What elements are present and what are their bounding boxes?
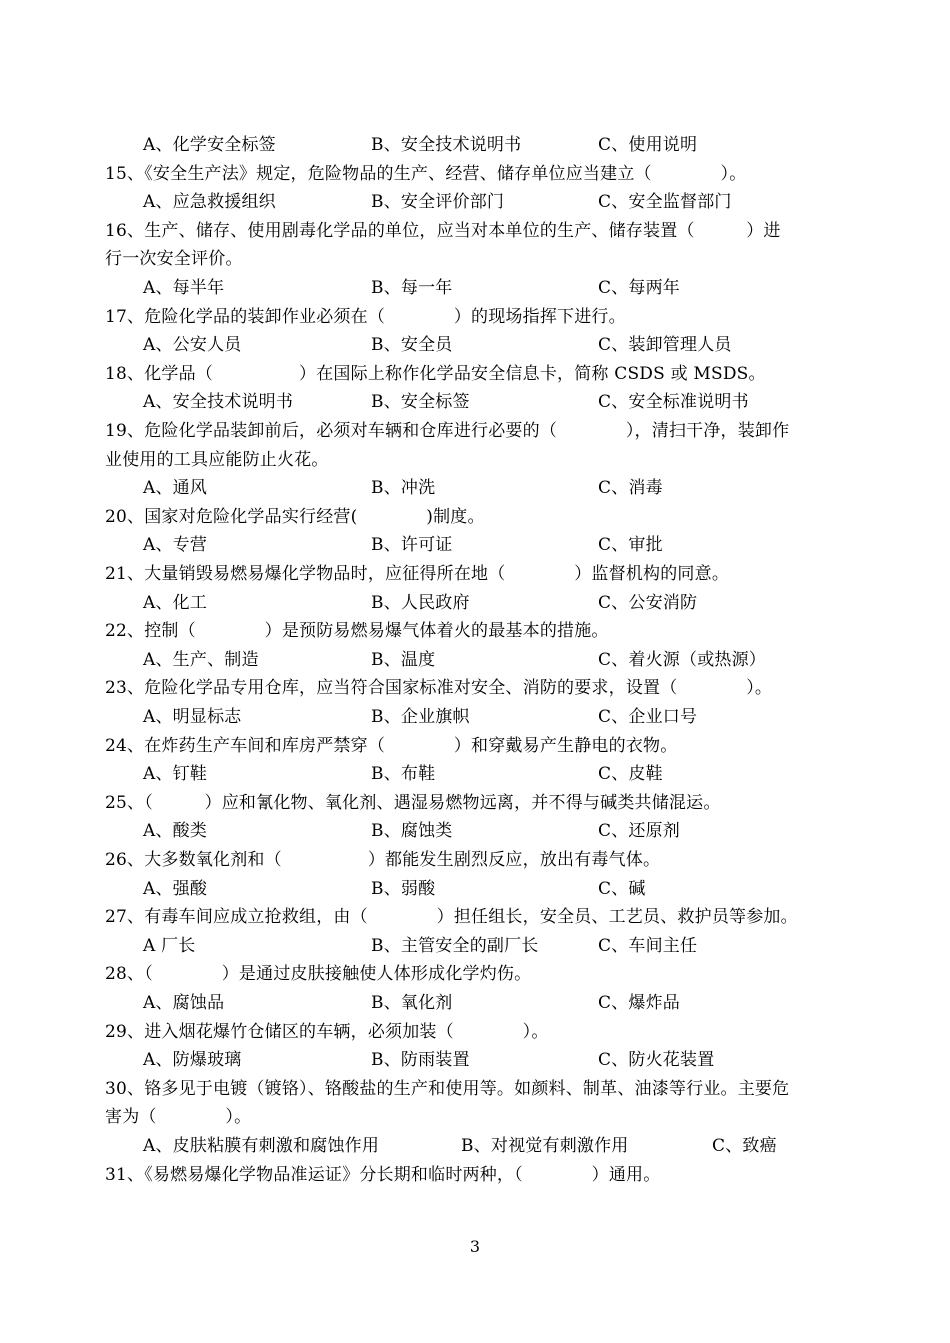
answer-option: A、化工 [143,592,208,613]
answer-option: B、安全技术说明书 [371,135,522,155]
answer-option: B、防雨装置 [371,1050,470,1071]
question-line: 业使用的工具应能防止火花。 [105,449,329,470]
answer-option: C、装卸管理人员 [598,335,732,356]
answer-option: B、人民政府 [371,592,470,613]
answer-option: C、安全监督部门 [598,192,732,213]
answer-option: A、皮肤粘膜有刺激和腐蚀作用 [143,1136,380,1156]
answer-option: B、安全评价部门 [371,192,505,213]
answer-option: A、钉鞋 [143,764,208,785]
answer-option: C、防火花装置 [598,1050,715,1071]
question-line: 27、有毒车间应成立抢救组，由（ ）担任组长，安全员、工艺员、救护员等参加。 [105,907,798,928]
answer-option: C、企业口号 [598,707,698,727]
answer-option: C、爆炸品 [598,993,681,1013]
answer-option: A、生产、制造 [143,649,259,670]
question-line: 20、国家对危险化学品实行经营( )制度。 [105,506,485,527]
answer-option: C、使用说明 [598,135,698,155]
answer-option: B、氧化剂 [371,993,453,1013]
question-line: 行一次安全评价。 [105,249,243,270]
answer-option: B、对视觉有刺激作用 [461,1136,629,1156]
answer-option: A、安全技术说明书 [143,392,294,413]
question-line: 害为（ ）。 [105,1107,252,1128]
answer-option: A 厂长 [143,935,196,956]
answer-option: B、冲洗 [371,478,436,499]
answer-option: C、安全标准说明书 [598,392,749,413]
answer-option: B、弱酸 [371,878,436,899]
question-line: 24、在炸药生产车间和库房严禁穿（ ）和穿戴易产生静电的衣物。 [105,735,678,756]
answer-option: B、温度 [371,649,436,670]
question-line: 17、危险化学品的装卸作业必须在（ ）的现场指挥下进行。 [105,306,626,327]
question-line: 29、进入烟花爆竹仓储区的车辆，必须加装（ ）。 [105,1021,549,1042]
answer-option: B、腐蚀类 [371,821,453,842]
answer-option: B、安全标签 [371,392,470,413]
answer-option: C、致癌 [712,1136,777,1156]
question-line: 23、危险化学品专用仓库，应当符合国家标准对安全、消防的要求，设置（ ）。 [105,678,773,699]
answer-option: C、公安消防 [598,592,698,613]
answer-option: C、车间主任 [598,935,698,956]
answer-option: C、每两年 [598,278,681,298]
answer-option: C、皮鞋 [598,764,663,785]
answer-option: A、腐蚀品 [143,993,225,1013]
question-line: 26、大多数氧化剂和（ ）都能发生剧烈反应，放出有毒气体。 [105,850,661,870]
question-line: 28、（ ）是通过皮肤接触使人体形成化学灼伤。 [105,964,532,985]
question-line: 21、大量销毁易燃易爆化学物品时，应征得所在地（ ）监督机构的同意。 [105,564,730,584]
question-line: 16、生产、储存、使用剧毒化学品的单位，应当对本单位的生产、储存装置（ ）进 [105,220,781,241]
question-line: 30、铬多见于电镀（镀铬）、铬酸盐的生产和使用等。如颜料、制革、油漆等行业。主要危 [105,1078,790,1099]
answer-option: C、消毒 [598,478,663,499]
question-line: 19、危险化学品装卸前后，必须对车辆和仓库进行必要的（ ），清扫干净，装卸作 [105,421,790,441]
answer-option: A、化学安全标签 [143,135,276,155]
question-line: 25、（ ）应和氰化物、氧化剂、遇湿易燃物远离，并不得与碱类共储混运。 [105,792,721,813]
question-line: 15、《安全生产法》规定，危险物品的生产、经营、储存单位应当建立（ ）。 [105,163,747,184]
answer-option: A、通风 [143,478,208,499]
answer-option: B、布鞋 [371,764,436,785]
answer-option: C、还原剂 [598,821,681,842]
question-line: 31、《易燃易爆化学物品准运证》分长期和临时两种，（ ）通用。 [105,1164,661,1185]
answer-option: A、强酸 [143,878,208,899]
answer-option: A、每半年 [143,278,225,298]
answer-option: B、企业旗帜 [371,707,470,727]
question-line: 18、化学品（ ）在国际上称作化学品安全信息卡，简称 CSDS 或 MSDS。 [105,363,766,384]
answer-option: A、公安人员 [143,335,242,356]
answer-option: A、明显标志 [143,707,242,727]
answer-option: C、着火源（或热源） [598,649,767,670]
answer-option: B、主管安全的副厂长 [371,935,539,956]
answer-option: C、审批 [598,535,663,556]
answer-option: B、每一年 [371,278,453,298]
answer-option: A、防爆玻璃 [143,1050,242,1071]
answer-option: C、碱 [598,878,646,899]
answer-option: B、许可证 [371,535,453,556]
answer-option: A、酸类 [143,821,208,842]
answer-option: A、专营 [143,535,208,556]
question-line: 22、控制（ ）是预防易燃易爆气体着火的最基本的措施。 [105,621,609,642]
answer-option: A、应急救援组织 [143,192,276,213]
answer-option: B、安全员 [371,335,453,356]
page-number: 3 [469,1237,481,1256]
